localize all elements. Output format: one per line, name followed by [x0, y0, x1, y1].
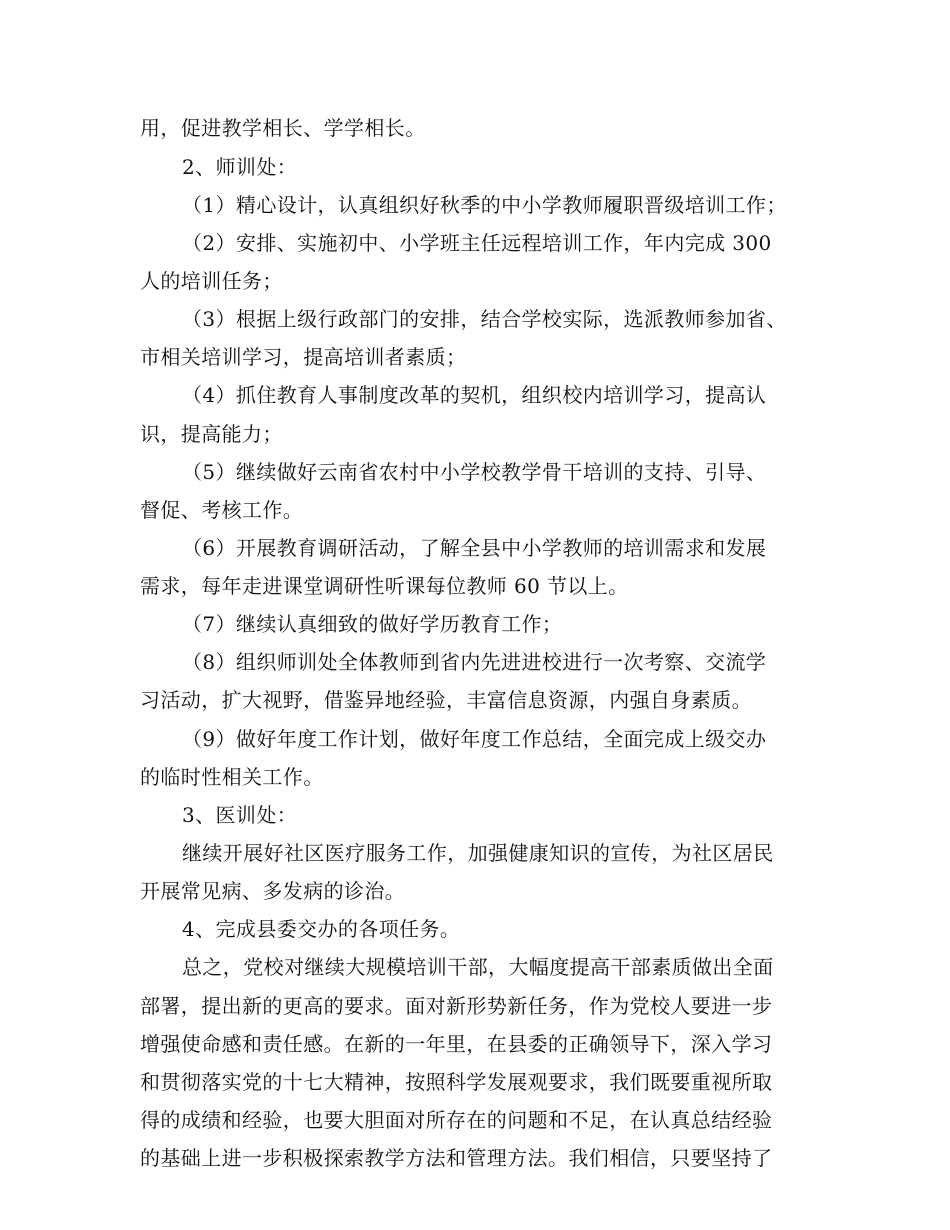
list-item: （2）安排、实施初中、小学班主任远程培训工作，年内完成 300	[182, 231, 772, 255]
list-item: （1）精心设计，认真组织好秋季的中小学教师履职晋级培训工作；	[182, 193, 787, 217]
text-line: 部署，提出新的更高的要求。面对新形势新任务，作为党校人要进一步	[140, 994, 773, 1018]
list-item: （7）继续认真细致的做好学历教育工作；	[182, 612, 563, 636]
text-line: 得的成绩和经验，也要大胆面对所存在的问题和不足，在认真总结经验	[140, 1108, 773, 1132]
text-line: 市相关培训学习，提高培训者素质；	[140, 345, 467, 369]
list-item: （4）抓住教育人事制度改革的契机，组织校内培训学习，提高认	[182, 383, 767, 407]
text-line: 督促、考核工作。	[140, 498, 304, 522]
text-line: 需求，每年走进课堂调研性听课每位教师 60 节以上。	[140, 574, 629, 598]
text-line: 开展常见病、多发病的诊治。	[140, 879, 406, 903]
list-item: （8）组织师训处全体教师到省内先进进校进行一次考察、交流学	[182, 650, 767, 674]
text-line: 习活动，扩大视野，借鉴异地经验，丰富信息资源，内强自身素质。	[140, 688, 752, 712]
text-line: 和贯彻落实党的十七大精神，按照科学发展观要求，我们既要重视所取	[140, 1070, 773, 1094]
text-line: 用，促进教学相长、学学相长。	[140, 116, 426, 140]
paragraph-line: 总之，党校对继续大规模培训干部，大幅度提高干部素质做出全面	[182, 955, 774, 979]
text-line: 人的培训任务；	[140, 269, 283, 293]
text-line: 的临时性相关工作。	[140, 765, 324, 789]
text-line: 增强使命感和责任感。在新的一年里，在县委的正确领导下，深入学习	[140, 1032, 773, 1056]
list-item: （3）根据上级行政部门的安排，结合学校实际，选派教师参加省、	[182, 307, 787, 331]
section-heading: 2、师训处：	[182, 155, 298, 179]
list-item: （5）继续做好云南省农村中小学校教学骨干培训的支持、引导、	[182, 460, 767, 484]
section-heading: 4、完成县委交办的各项任务。	[182, 917, 461, 941]
list-item: （6）开展教育调研活动，了解全县中小学教师的培训需求和发展	[182, 536, 767, 560]
text-line: 的基础上进一步积极探索教学方法和管理方法。我们相信，只要坚持了	[140, 1146, 773, 1170]
text-line: 识，提高能力；	[140, 422, 283, 446]
section-heading: 3、医训处：	[182, 803, 298, 827]
paragraph-line: 继续开展好社区医疗服务工作，加强健康知识的宣传，为社区居民	[182, 841, 774, 865]
list-item: （9）做好年度工作计划，做好年度工作总结，全面完成上级交办	[182, 727, 767, 751]
